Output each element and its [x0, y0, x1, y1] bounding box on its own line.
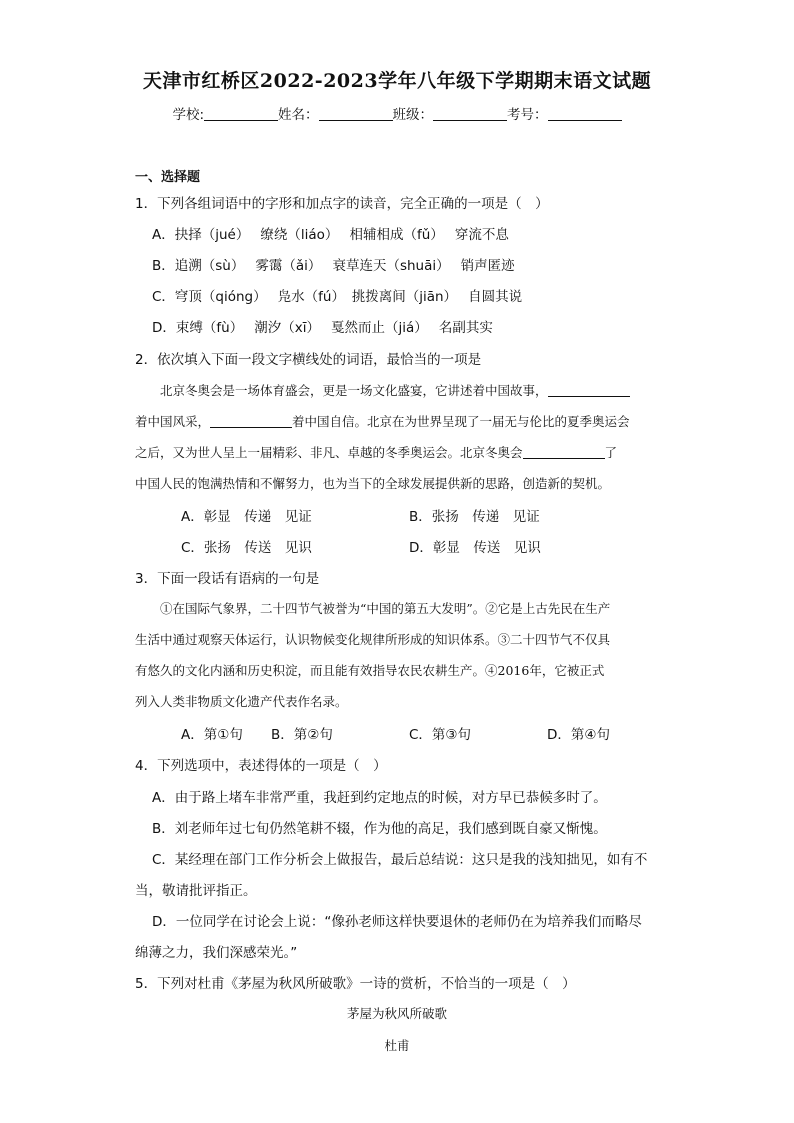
q2-passage-line-1 — [160, 381, 630, 399]
q1-option-d: D．束缚（fù） 潮汐（xī） 戛然而止（jiá） 名副其实 — [152, 320, 493, 336]
section-heading: 一、选择题 — [135, 170, 201, 185]
q2-passage-text: 了 — [604, 445, 618, 460]
number-label: 考号： — [507, 107, 548, 123]
q5-stem: 5．下列对杜甫《茅屋为秋风所破歌》一诗的赏析，不恰当的一项是（ ） — [135, 976, 576, 992]
q4-option-b: B．刘老师年过七旬仍然笔耕不辍，作为他的高足，我们感到既自豪又惭愧。 — [152, 821, 607, 837]
q3-option-b: B．第②句 — [271, 727, 333, 743]
q2-passage-line-4: 中国人民的饱满热情和不懈努力，也为当下的全球发展提供新的思路，创造新的契机。 — [135, 476, 611, 491]
q1-option-b: B．追溯（sù） 雾霭（ǎi） 衰草连天（shuāi） 销声匿迹 — [152, 258, 515, 274]
q2-blank-1 — [548, 383, 630, 397]
q2-blank-2 — [210, 414, 292, 428]
q3-passage-line-2: 生活中通过观察天体运行，认识物候变化规律所形成的知识体系。③二十四节气不仅具 — [135, 632, 611, 647]
poem-author: 杜甫 — [384, 1038, 410, 1053]
poem-title: 茅屋为秋风所破歌 — [346, 1006, 447, 1021]
name-label: 姓名： — [278, 107, 319, 123]
q2-passage-text: 北京冬奥会是一场体育盛会，更是一场文化盛宴，它讲述着中国故事， — [160, 383, 548, 398]
q2-passage-text: 着中国风采， — [135, 414, 211, 429]
q3-passage-line-1: ①在国际气象界，二十四节气被誉为“中国的第五大发明”。②它是上古先民在生产 — [160, 601, 611, 616]
exam-title: 天津市红桥区2022-2023学年八年级下学期期末语文试题 — [142, 70, 652, 92]
q4-option-c-cont: 当，敬请批评指正。 — [135, 883, 257, 899]
school-label: 学校: — [172, 107, 205, 123]
q3-option-d: D．第④句 — [547, 727, 610, 743]
q4-option-a: A．由于路上堵车非常严重，我赶到约定地点的时候，对方早已恭候多时了。 — [152, 790, 607, 806]
q2-option-d: D．彰显 传送 见识 — [409, 540, 541, 556]
q3-passage-line-3: 有悠久的文化内涵和历史积淀，而且能有效指导农民农耕生产。④2016年，它被正式 — [135, 663, 605, 678]
q1-option-a: A．抉择（jué） 缭绕（liáo） 相辅相成（fǔ） 穿流不息 — [152, 227, 509, 243]
number-blank — [548, 106, 622, 121]
q3-option-a: A．第①句 — [181, 727, 243, 743]
q2-option-a: A．彰显 传递 见证 — [181, 509, 312, 525]
q2-option-b: B．张扬 传递 见证 — [409, 509, 540, 525]
q4-option-c: C．某经理在部门工作分析会上做报告，最后总结说：这只是我的浅知拙见，如有不 — [152, 852, 648, 868]
q3-option-c: C．第③句 — [409, 727, 472, 743]
q3-stem: 3．下面一段话有语病的一句是 — [135, 571, 320, 587]
class-label: 班级： — [392, 107, 434, 123]
q4-stem: 4．下列选项中，表述得体的一项是（ ） — [135, 758, 387, 774]
q1-stem: 1．下列各组词语中的字形和加点字的读音，完全正确的一项是（ ） — [135, 196, 549, 212]
q2-blank-3 — [523, 445, 605, 459]
q2-passage-text: 之后，又为世人呈上一届精彩、非凡、卓越的冬季奥运会。北京冬奥会 — [135, 445, 523, 460]
q2-option-c: C．张扬 传送 见识 — [181, 540, 312, 556]
student-info-line — [0, 103, 794, 123]
name-blank — [319, 106, 393, 121]
q4-option-d-cont: 绵薄之力，我们深感荣光。” — [135, 945, 298, 961]
school-blank — [204, 106, 278, 121]
class-blank — [433, 106, 507, 121]
q2-passage-line-2 — [135, 412, 630, 430]
q4-option-d: D．一位同学在讨论会上说：“像孙老师这样快要退休的老师仍在为培养我们而略尽 — [152, 914, 642, 930]
q3-passage-line-4: 列入人类非物质文化遗产代表作名录。 — [135, 694, 348, 709]
q2-passage-text: 着中国自信。北京在为世界呈现了一届无与伦比的夏季奥运会 — [292, 414, 630, 429]
q2-passage-line-3 — [135, 443, 617, 461]
q1-option-c: C．穹顶（qióng） 凫水（fú） 挑拨离间（jiān） 自圆其说 — [152, 289, 523, 305]
q2-stem: 2．依次填入下面一段文字横线处的词语，最恰当的一项是 — [135, 352, 482, 368]
